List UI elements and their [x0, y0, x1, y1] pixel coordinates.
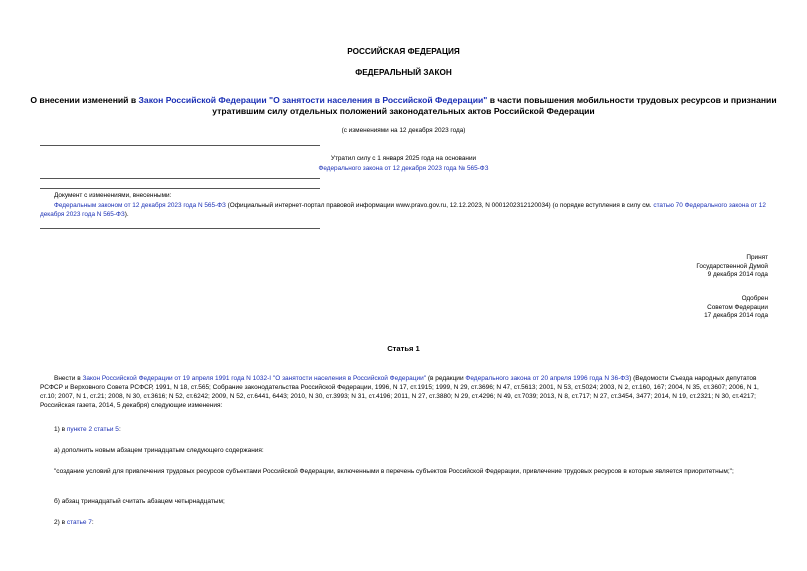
adopted-line-2: Государственной Думой — [696, 262, 768, 270]
item-2-text-b: : — [91, 519, 94, 526]
item-2-text-a: 2) в — [54, 519, 67, 526]
article-70-link[interactable]: статью 70 — [653, 202, 683, 209]
item-1 — [40, 425, 770, 434]
law-type-heading: ФЕДЕРАЛЬНЫЙ ЗАКОН — [355, 68, 452, 77]
item-1-text-a: 1) в — [54, 426, 67, 433]
changes-label: Документ с изменениями, внесенными: — [54, 192, 172, 199]
divider — [40, 178, 320, 179]
intro-text-b: (в редакции — [426, 375, 466, 382]
adopted-line-1: Принят — [746, 254, 768, 261]
changes-law-link-2[interactable]: Федерального закона от 12 декабря 2023 года N 565-ФЗ — [40, 202, 766, 218]
document-title — [30, 95, 777, 117]
intro-text-c: ) (Ведомости Съезда народных депутатов РСФСР и Верховного Совета РСФСР, 1991, N 18, ст.565; Собрание законодательства Российской Федерации, 1996, N 17, ст.1915; 1999, N 29, ст.3696; N 47, ст.5613; 2001, N 53, ст.5024; 2003, N 2, ст.160, 167; 2004, N 35, ст.3607; 2006, N 1, ст.10; 2007, N 1, ст.21; 2008, N 30, ст.3616; N 52, ст.6242; 2009, N 52, ст.6441, 6443; 2010, N 30, ст.3993; N 31, ст.4196; 2011, N 27, ст.3880; N 29, ст.4296; N 49, ст.7039; 2013, N 8, ст.717; N 27, ст.3454, 3477; 2014, N 19, ст.2321; N 30, ст.4217; Российская газета, 2014, 5 декабря) следующие изменения: — [40, 375, 759, 409]
approved-line-1: Одобрен — [741, 295, 768, 302]
item-a: а) дополнить новым абзацем тринадцатым следующего содержания: — [54, 447, 264, 454]
article-7-link[interactable]: статье 7 — [66, 519, 92, 526]
item-2 — [40, 518, 770, 527]
approved-line-2: Советом Федерации — [707, 303, 768, 311]
item-b: б) абзац тринадцатый считать абзацем четырнадцатым; — [54, 498, 225, 505]
approved-block — [500, 295, 768, 321]
law-1991-link[interactable]: Закон Российской Федерации от 19 апреля 1991 года N 1032-I "О занятости населения в Российской Федерации" — [82, 375, 427, 382]
divider — [40, 228, 320, 229]
title-suffix: в части повышения мобильности трудовых ресурсов и признании утратившим силу отдельных положений законодательных актов Российской Федерации — [212, 95, 777, 116]
changes-law-link[interactable]: Федеральным законом от 12 декабря 2023 года N 565-ФЗ — [54, 202, 226, 209]
article-5-link[interactable]: пункте 2 статьи 5 — [66, 426, 119, 433]
adopted-block — [500, 254, 768, 280]
approved-line-3: 17 декабря 2014 года — [704, 312, 768, 319]
law-1996-link[interactable]: Федерального закона от 20 апреля 1996 года N 36-ФЗ — [465, 375, 630, 382]
changes-details — [40, 202, 770, 219]
federation-heading: РОССИЙСКАЯ ФЕДЕРАЦИЯ — [347, 47, 460, 56]
changes-text-end: ). — [124, 210, 129, 218]
changes-text: (Официальный интернет-портал правовой информации www.pravo.gov.ru, 12.12.2023, N 0001202312120034) (о порядке вступления в силу см. — [225, 202, 654, 209]
adopted-line-3: 9 декабря 2014 года — [707, 271, 768, 278]
divider — [40, 145, 320, 146]
expired-law-link[interactable]: Федерального закона от 12 декабря 2023 года № 565-ФЗ — [318, 165, 489, 172]
revision-note: (с изменениями на 12 декабря 2023 года) — [341, 127, 466, 134]
divider — [40, 188, 320, 189]
article-title: Статья 1 — [387, 344, 420, 353]
title-prefix: О внесении изменений в — [30, 95, 139, 105]
article-intro — [40, 374, 770, 410]
expired-notice: Утратил силу с 1 января 2025 года на основании — [330, 155, 477, 162]
intro-text-a: Внести в — [54, 375, 83, 382]
item-quote: "создание условий для привлечения трудовых ресурсов субъектами Российской Федерации, включенными в перечень субъектов Российской Федерации, привлечение трудовых ресурсов в которые является приоритетным;"; — [54, 468, 734, 475]
item-1-text-b: : — [118, 426, 121, 433]
title-law-link[interactable]: Закон Российской Федерации "О занятости населения в Российской Федерации" — [138, 95, 488, 105]
